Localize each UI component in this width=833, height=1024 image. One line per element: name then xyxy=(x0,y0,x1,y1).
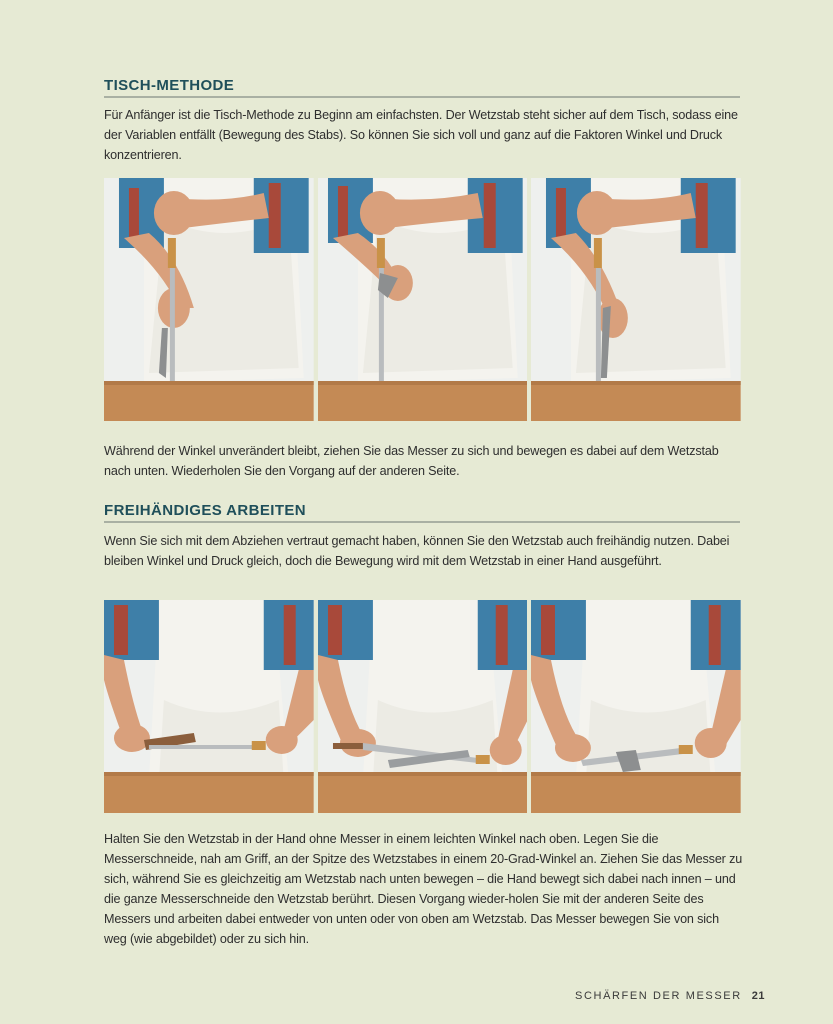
intro-paragraph-tisch-methode: Für Anfänger ist die Tisch-Methode zu Beginn am einfachsten. Der Wetzstab steht sicher auf dem Tisch, sodass eine der Variablen entfällt (Bewegung des Stabs). So können Sie sich voll und ganz auf die Faktoren Winkel und Druck konzentrieren. xyxy=(104,108,738,162)
intro-paragraph-freihaendiges-arbeiten: Wenn Sie sich mit dem Abziehen vertraut gemacht haben, können Sie den Wetzstab auch freihändig nutzen. Dabei bleiben Winkel und Druck gleich, doch die Bewegung wird mit dem Wetzstab in einer Hand ausgeführt. xyxy=(104,534,730,568)
photo-table-step-2 xyxy=(318,178,528,421)
photo-freehand-step-2 xyxy=(318,600,528,813)
caption-paragraph-tisch-methode: Während der Winkel unverändert bleibt, ziehen Sie das Messer zu sich und bewegen es dabei auf dem Wetzstab nach unten. Wiederholen Sie den Vorgang auf der anderen Seite. xyxy=(104,444,719,478)
running-title: SCHÄRFEN DER MESSER xyxy=(575,990,742,1002)
photo-table-step-3 xyxy=(531,178,741,421)
photo-freehand-step-3 xyxy=(531,600,741,813)
page-number: 21 xyxy=(751,990,765,1002)
page-footer xyxy=(575,990,765,1002)
caption-paragraph-freihaendiges-arbeiten: Halten Sie den Wetzstab in der Hand ohne Messer in einem leichten Winkel nach oben. Legen Sie die Messerschneide, nah am Griff, an der Spitze des Wetzstabes in einem 20-Grad-Winkel an. Ziehen Sie das Messer zu sich, während Sie es gleichzeitig am Wetzstab nach unten bewegen – die Hand bewegt sich dabei nach innen – und die ganze Messerschneide den Wetzstab berührt. Diesen Vorgang wieder-holen Sie mit der anderen Seite des Messers und arbeiten dabei entweder von unten oder von oben am Wetzstab. Das Messer bewegen Sie von sich weg (wie abgebildet) oder zu sich hin. xyxy=(104,832,743,946)
section-heading-tisch-methode: TISCH-METHODE xyxy=(104,77,740,98)
section-heading-freihaendiges-arbeiten: FREIHÄNDIGES ARBEITEN xyxy=(104,502,740,523)
photo-table-step-1 xyxy=(104,178,314,421)
photo-freehand-step-1 xyxy=(104,600,314,813)
photo-row-freihaendiges-arbeiten xyxy=(104,600,741,813)
photo-row-tisch-methode xyxy=(104,178,741,421)
